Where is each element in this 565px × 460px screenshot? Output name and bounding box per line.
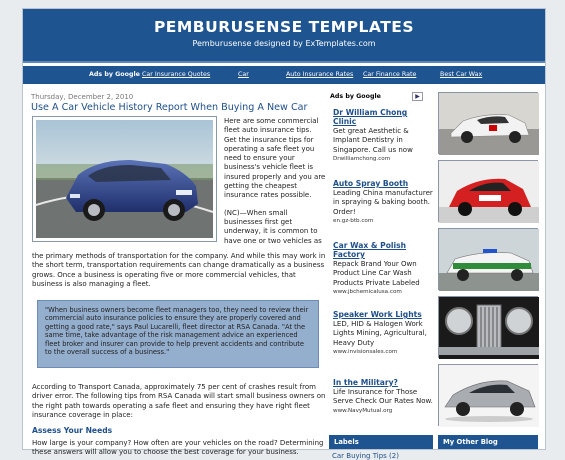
- ad-link-car-finance-rate[interactable]: Car Finance Rate: [363, 71, 417, 78]
- intro-paragraph: Here are some commercial fleet auto insurance tips. Get the insurance tips for operating a safe fleet you need to ensure your business's vehicle fleet is insured properly and you are getting the cheapest insurance rates possible.: [224, 117, 326, 200]
- site-header: [23, 9, 545, 63]
- vintage-car-grille-thumbnail[interactable]: [438, 296, 538, 358]
- my-other-blog-heading: My Other Blog: [438, 435, 538, 449]
- assess-needs-heading: Assess Your Needs: [32, 426, 113, 435]
- ad-link-best-car-wax[interactable]: Best Car Wax: [440, 71, 483, 78]
- page-container: [22, 8, 546, 460]
- silver-concept-car-thumbnail[interactable]: [438, 364, 538, 426]
- ad-link-bar: [23, 66, 545, 84]
- ad-text: Leading China manufacturer in spraying & baking booth. Order!: [333, 189, 433, 216]
- assess-needs-paragraph: How large is your company? How often are your vehicles on the road? Determining these answers will allow you to choose the best coverage for your business.: [32, 439, 324, 457]
- label-link-car-buying-tips[interactable]: Car Buying Tips (2): [332, 452, 399, 460]
- white-sports-car-thumbnail[interactable]: [438, 92, 538, 154]
- nc-paragraph-start: (NC)—When small businesses first get underway, it is common to have one or two vehicles as: [224, 208, 322, 245]
- ad-title[interactable]: Car Wax & Polish Factory: [333, 241, 407, 259]
- ad-item[interactable]: [333, 179, 433, 224]
- ad-title[interactable]: Auto Spray Booth: [333, 179, 409, 188]
- ad-url[interactable]: www.NavyMutual.org: [333, 407, 393, 414]
- ad-url[interactable]: www.invisionsales.com: [333, 348, 398, 355]
- post-date: Thursday, December 2, 2010: [31, 93, 134, 101]
- red-race-car-thumbnail[interactable]: [438, 160, 538, 222]
- ad-item[interactable]: [333, 241, 433, 295]
- ad-item[interactable]: [333, 378, 433, 414]
- nc-paragraph-continued: the primary methods of transportation for the company. And while this may work in the short term, transportation requirements can change dramatically as a business grows. Once a business is operating five or more commercial vehicles, that business is also managing a fleet.: [32, 252, 326, 288]
- ad-url[interactable]: Drwilliamchong.com: [333, 155, 391, 162]
- ads-by-google-header[interactable]: Ads by Google: [330, 93, 381, 100]
- ad-item[interactable]: [333, 310, 433, 355]
- police-car-thumbnail[interactable]: [438, 228, 538, 290]
- ad-url[interactable]: www.jbchemicalusa.com: [333, 288, 402, 295]
- ad-text: LED, HID & Halogen Work Lights Mining, Agricultural, Heavy Duty: [333, 320, 427, 347]
- ad-title[interactable]: Speaker Work Lights: [333, 310, 422, 319]
- ad-title[interactable]: Dr William Chong Clinic: [333, 108, 408, 126]
- site-description: Pemburusense designed by ExTemplates.com: [192, 39, 376, 48]
- post-blockquote: "When business owners become fleet managers too, they need to review their commercial auto insurance policies to ensure they are properly covered and getting a good rate," says Paul Lucarelli, fleet director at RSA Canada. "At the same time, take advantage of the risk management advice an experienced fleet broker and insurer can provide to help prevent accidents and contribute to the overall success of a business.": [37, 300, 319, 368]
- ad-url[interactable]: en.gz-btb.com: [333, 217, 374, 224]
- ad-link-car[interactable]: Car: [238, 71, 249, 78]
- site-title[interactable]: PEMBURUSENSE TEMPLATES: [153, 18, 415, 36]
- labels-heading: Labels: [329, 435, 433, 449]
- ad-title[interactable]: In the Military?: [333, 378, 398, 387]
- ad-text: Repack Brand Your Own Product Line Car Wash Products Private Labeled: [333, 260, 420, 287]
- ad-link-car-insurance-quotes[interactable]: Car Insurance Quotes: [142, 71, 211, 78]
- ads-by-google-label[interactable]: Ads by Google: [89, 71, 140, 78]
- post-car-image: [32, 116, 217, 242]
- post-intro-text: [224, 117, 326, 254]
- ad-link-auto-insurance-rates[interactable]: Auto Insurance Rates: [286, 71, 354, 78]
- ads-next-arrow-icon[interactable]: ▶: [412, 92, 423, 101]
- ad-item[interactable]: [333, 108, 433, 162]
- transport-canada-paragraph: According to Transport Canada, approximately 75 per cent of crashes result from driver error. The following tips from RSA Canada will start small business owners on the right path towards operating a safe fleet and ensuring they have right fleet insurance coverage in place:: [32, 383, 326, 419]
- post-title[interactable]: Use A Car Vehicle History Report When Buying A New Car: [31, 102, 308, 113]
- ad-text: Get great Aesthetic & Implant Dentistry in Singapore. Call us now: [333, 127, 413, 154]
- ad-text: Life Insurance for Those Serve Check Our Rates Now.: [333, 388, 433, 406]
